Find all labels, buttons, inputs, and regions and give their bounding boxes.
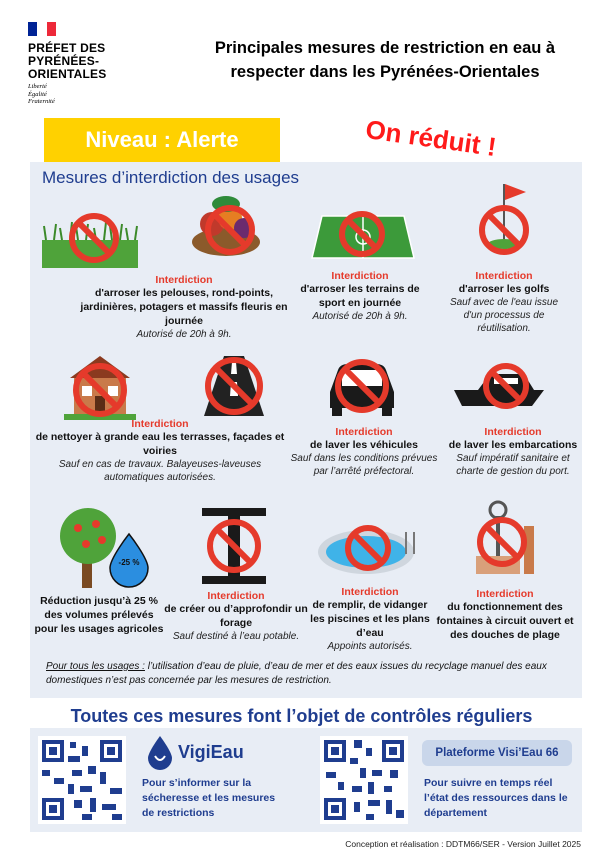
item-agriculture — [34, 594, 164, 636]
item-boats — [444, 426, 582, 478]
item-desc: de remplir, de vidanger les piscines et les plans d’eau — [310, 599, 430, 639]
vigieau-description: Pour s’informer sur la sécheresse et les mesures de restrictions — [142, 777, 276, 819]
item-note: Autorisé de 20h à 9h. — [312, 311, 408, 322]
visieau-qr-code[interactable] — [320, 736, 408, 824]
item-note: Appoints autorisés. — [327, 641, 413, 652]
motto-liberte: Liberté — [28, 83, 47, 90]
restrictions-panel — [30, 162, 582, 698]
item-desc: du fonctionnement des fontaines à circuit ouvert et des douches de plage — [436, 601, 574, 641]
alert-level-banner: Niveau : Alerte — [44, 118, 280, 162]
house-facade-prohibited-icon — [60, 348, 140, 422]
item-lawn — [74, 274, 294, 341]
golf-prohibited-icon — [470, 178, 540, 262]
item-borehole — [162, 590, 310, 643]
item-note: Sauf avec de l'eau issue d'un processus de réutilisation. — [449, 297, 559, 334]
item-desc: d'arroser les golfs — [458, 283, 550, 295]
drop-badge-text: -25 % — [118, 558, 140, 567]
motto-egalite: Égalité — [28, 90, 47, 98]
item-desc: Réduction jusqu’à 25 % des volumes prélevés pour les usages agricoles — [34, 595, 164, 635]
page-title: Principales mesures de restriction en eau à respecter dans les Pyrénées-Orientales — [214, 39, 556, 81]
borehole-prohibited-icon — [196, 502, 272, 592]
road-prohibited-icon — [198, 352, 270, 420]
item-golf — [442, 270, 566, 335]
item-label: Interdiction — [484, 426, 542, 438]
fountain-shower-prohibited-icon — [462, 496, 542, 580]
on-reduit-stamp: On réduit ! — [363, 114, 499, 163]
french-flag-icon — [28, 22, 56, 36]
item-desc: d'arroser les terrains de sport en journée — [300, 283, 420, 309]
water-drop-icon — [106, 532, 152, 588]
prefet-name: PRÉFET DES PYRÉNÉES-ORIENTALES — [28, 41, 107, 81]
footnote-text: l’utilisation d’eau de pluie, d’eau de mer et des eaux issues du recyclage manuel des eaux domestiques n’est pas concernée par les mesures de restriction. — [46, 661, 547, 686]
car-prohibited-icon — [320, 352, 404, 418]
controls-title: Toutes ces mesures font l’objet de contrôles réguliers — [70, 706, 533, 726]
item-sports-field — [294, 270, 426, 323]
item-desc: de créer ou d’approfondir un forage — [164, 603, 308, 629]
item-note: Sauf en cas de travaux. Balayeuses-laveuses automatiques autorisées. — [58, 459, 262, 483]
item-desc: de laver les véhicules — [310, 439, 418, 451]
motto-fraternite: Fraternité — [28, 98, 55, 105]
item-label: Interdiction — [131, 418, 189, 430]
item-facades — [30, 418, 290, 484]
footnote-lead: Pour tous les usages : — [46, 661, 145, 672]
vigieau-logo[interactable] — [146, 734, 244, 770]
prefecture-logo — [28, 22, 148, 106]
lawn-prohibited-icon — [40, 200, 140, 270]
item-desc: d'arroser les pelouses, rond-points, jardinières, potagers et massifs fleuris en journée — [80, 287, 288, 327]
pool-prohibited-icon — [312, 514, 422, 584]
item-desc: de laver les embarcations — [448, 439, 578, 451]
item-label: Interdiction — [475, 270, 533, 282]
item-note: Sauf impératif sanitaire et charte de gestion du port. — [456, 453, 570, 477]
item-note: Autorisé de 20h à 9h. — [136, 329, 232, 340]
section-title: Mesures d’interdiction des usages — [42, 168, 300, 187]
item-note: Sauf destiné à l’eau potable. — [172, 631, 300, 642]
item-pools — [310, 586, 430, 653]
republic-motto — [28, 83, 148, 106]
visieau-description: Pour suivre en temps réel l’état des ressources dans le département — [424, 777, 568, 819]
item-fountains — [430, 588, 580, 642]
vegetable-basket-prohibited-icon — [186, 188, 266, 264]
item-label: Interdiction — [476, 588, 534, 600]
footnote — [46, 660, 570, 688]
item-desc: de nettoyer à grande eau les terrasses, façades et voiries — [35, 431, 285, 457]
item-note: Sauf dans les conditions prévues par l’arrêté préfectoral. — [290, 453, 438, 477]
item-label: Interdiction — [155, 274, 213, 286]
sports-field-prohibited-icon — [308, 206, 418, 266]
water-drop-logo-icon — [146, 734, 174, 770]
item-label: Interdiction — [331, 270, 389, 282]
item-vehicles — [284, 426, 444, 478]
boat-prohibited-icon — [448, 356, 558, 412]
vigieau-name: VigiEau — [178, 741, 244, 762]
vigieau-qr-code[interactable] — [38, 736, 126, 824]
item-label: Interdiction — [335, 426, 393, 438]
visieau-platform-button[interactable]: Plateforme Visi’Eau 66 — [422, 740, 572, 766]
item-label: Interdiction — [341, 586, 399, 598]
item-label: Interdiction — [207, 590, 265, 602]
credit-line: Conception et réalisation : DDTM66/SER - Version Juillet 2025 — [345, 839, 581, 849]
resources-panel — [30, 728, 582, 832]
